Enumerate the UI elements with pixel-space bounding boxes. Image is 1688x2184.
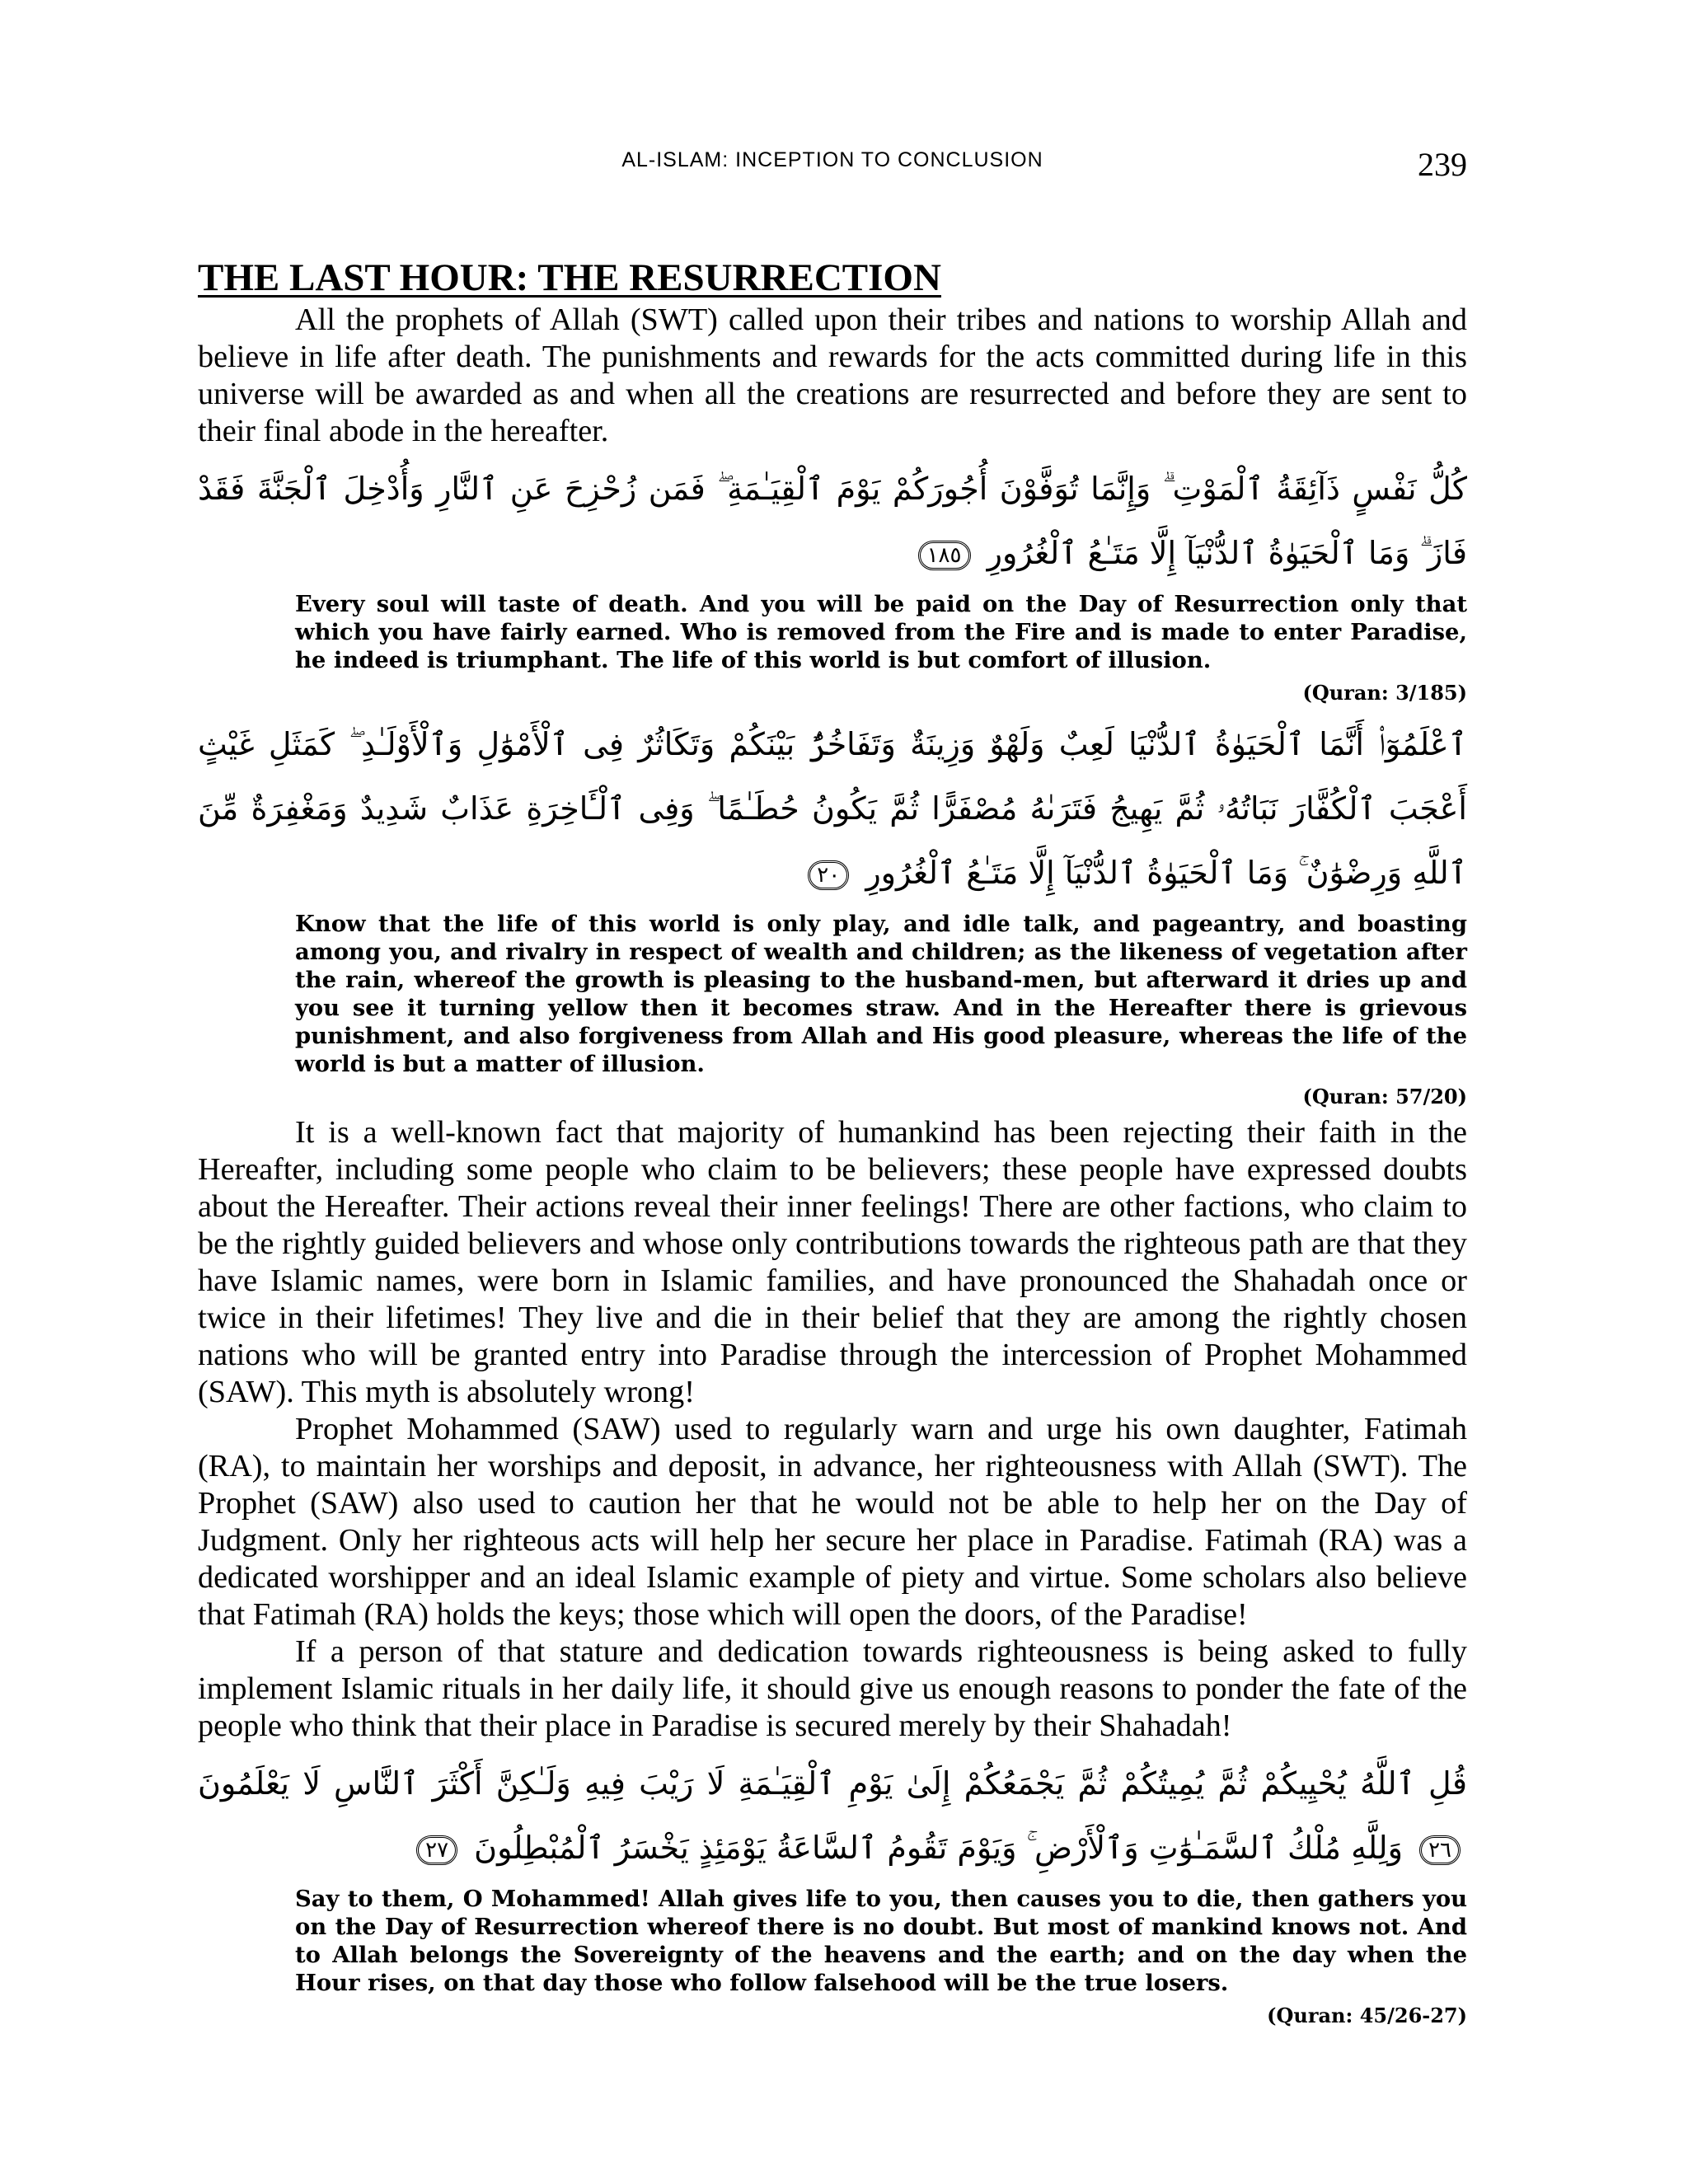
paragraph-intro: All the prophets of Allah (SWT) called upon their tribes and nations to worship Allah and believe in life after death. The punishments and rewards for the acts committed during life in this universe will be awarded as and when all the creations are resurrected and before they are sent to their final abode in the hereafter. bbox=[198, 302, 1467, 448]
verse-translation: Every soul will taste of death. And you will be paid on the Day of Resurrection only that which you have fairly earned. Who is removed from the Fire and is made to enter Paradise, he indeed is triumphant. The life of this world is but comfort of illusion. bbox=[295, 591, 1467, 673]
paragraph-shahadah: If a person of that stature and dedication towards righteousness is being asked to fully implement Islamic rituals in her daily life, it should give us enough reasons to ponder the fate of the people who think that their place in Paradise is secured merely by their Shahadah! bbox=[198, 1634, 1467, 1743]
ayah-number-marker: ٢٧ bbox=[416, 1835, 457, 1865]
arabic-verse-text: قُلِ ٱللَّهُ يُحْيِيكُمْ ثُمَّ يُمِيتُكُمْ ثُمَّ يَجْمَعُكُمْ إِلَىٰ يَوْمِ ٱلْقِيَـٰمَةِ لَا رَيْبَ فِيهِ وَلَـٰكِنَّ أَكْثَرَ ٱلنَّاسِ لَا يَعْلَمُونَ bbox=[198, 1765, 1467, 1802]
verse-translation: Know that the life of this world is only play, and idle talk, and pageantry, and boasting among you, and rivalry in respect of wealth and children; as the likeness of vegetation after the rain, whereof the growth is pleasing to the husband-men, but afterward it dries up and you see it turning yellow then it becomes straw. And in the Hereafter there is grievous punishment, and also forgiveness from Allah and His good pleasure, whereas the life of the world is but a matter of illusion. bbox=[295, 911, 1467, 1077]
ayah-number-marker: ١٨٥ bbox=[918, 541, 971, 570]
paragraph-fatimah: Prophet Mohammed (SAW) used to regularly warn and urge his own daughter, Fatimah (RA), to maintain her worships and deposit, in advance, her righteousness with Allah (SWT). The Prophet (SAW) also used to caution her that he would not be able to help her on the Day of Judgment. Only her righteous acts will help her secure her place in Paradise. Fatimah (RA) was a dedicated worshipper and an ideal Islamic example of piety and virtue. Some scholars also believe that Fatimah (RA) holds the keys; those which will open the doors, of the Paradise! bbox=[198, 1412, 1467, 1632]
verse-citation: (Quran: 57/20) bbox=[1302, 1085, 1467, 1108]
arabic-verse-text: وَلِلَّهِ مُلْكُ ٱلسَّمَـٰوَٰتِ وَٱلْأَرْضِ ۚ وَيَوْمَ تَقُومُ ٱلسَّاعَةُ يَوْمَئِذٍ يَخْسَرُ ٱلْمُبْطِلُونَ bbox=[474, 1830, 1403, 1866]
arabic-verse-text: كُلُّ نَفْسٍ ذَآئِقَةُ ٱلْمَوْتِ ۗ وَإِنَّمَا تُوَفَّوْنَ أُجُورَكُمْ يَوْمَ ٱلْقِيَـٰمَةِ ۖ فَمَن زُحْزِحَ عَنِ ٱلنَّارِ وَأُدْخِلَ ٱلْجَنَّةَ فَقَدْ فَازَ ۗ وَمَا ٱلْحَيَوٰةُ ٱلدُّنْيَآ إِلَّا مَتَـٰعُ ٱلْغُرُورِ bbox=[198, 471, 1467, 571]
ayah-number-marker: ٢٠ bbox=[808, 860, 849, 890]
page-body bbox=[198, 254, 1467, 2033]
verse-translation: Say to them, O Mohammed! Allah gives life to you, then causes you to die, then gathers you on the Day of Resurrection whereof there is no doubt. But most of mankind knows not. And to Allah belongs the Sovereignty of the heavens and the earth; and on the day when the Hour rises, on that day those who follow falsehood will be the true losers. bbox=[295, 1886, 1467, 1996]
arabic-verse-3-185 bbox=[198, 457, 1467, 585]
arabic-verse-45-26-27 bbox=[198, 1751, 1467, 1880]
arabic-verse-57-20 bbox=[198, 712, 1467, 905]
page-number: 239 bbox=[1418, 146, 1467, 183]
running-header-title: AL-ISLAM: INCEPTION TO CONCLUSION bbox=[621, 148, 1043, 171]
verse-citation: (Quran: 3/185) bbox=[1302, 681, 1467, 705]
paragraph-hereafter-doubts: It is a well-known fact that majority of humankind has been rejecting their faith in the Hereafter, including some people who claim to be believers; these people have expressed doubts about the Hereafter. Their actions reveal their inner feelings! There are other factions, who claim to be the rightly guided believers and whose only contributions towards the righteous path are that they have Islamic names, were born in Islamic families, and have pronounced the Shahadah once or twice in their lifetimes! They live and die in their belief that they are among the rightly chosen nations who will be granted entry into Paradise through the intercession of Prophet Mohammed (SAW). This myth is absolutely wrong! bbox=[198, 1115, 1467, 1409]
ayah-number-marker: ٢٦ bbox=[1419, 1835, 1461, 1865]
arabic-verse-text: ٱعْلَمُوٓا۟ أَنَّمَا ٱلْحَيَوٰةُ ٱلدُّنْيَا لَعِبٌ وَلَهْوٌ وَزِينَةٌ وَتَفَاخُرٌۢ بَيْنَكُمْ وَتَكَاثُرٌ فِى ٱلْأَمْوَٰلِ وَٱلْأَوْلَـٰدِ ۖ كَمَثَلِ غَيْثٍ أَعْجَبَ ٱلْكُفَّارَ نَبَاتُهُۥ ثُمَّ يَهِيجُ فَتَرَىٰهُ مُصْفَرًّا ثُمَّ يَكُونُ حُطَـٰمًا ۖ وَفِى ٱلْـَٔاخِرَةِ عَذَابٌ شَدِيدٌ وَمَغْفِرَةٌ مِّنَ ٱللَّهِ وَرِضْوَٰنٌ ۚ وَمَا ٱلْحَيَوٰةُ ٱلدُّنْيَآ إِلَّا مَتَـٰعُ ٱلْغُرُورِ bbox=[198, 726, 1467, 891]
section-title: THE LAST HOUR: THE RESURRECTION bbox=[198, 256, 941, 299]
verse-citation: (Quran: 45/26-27) bbox=[1267, 2004, 1467, 2027]
